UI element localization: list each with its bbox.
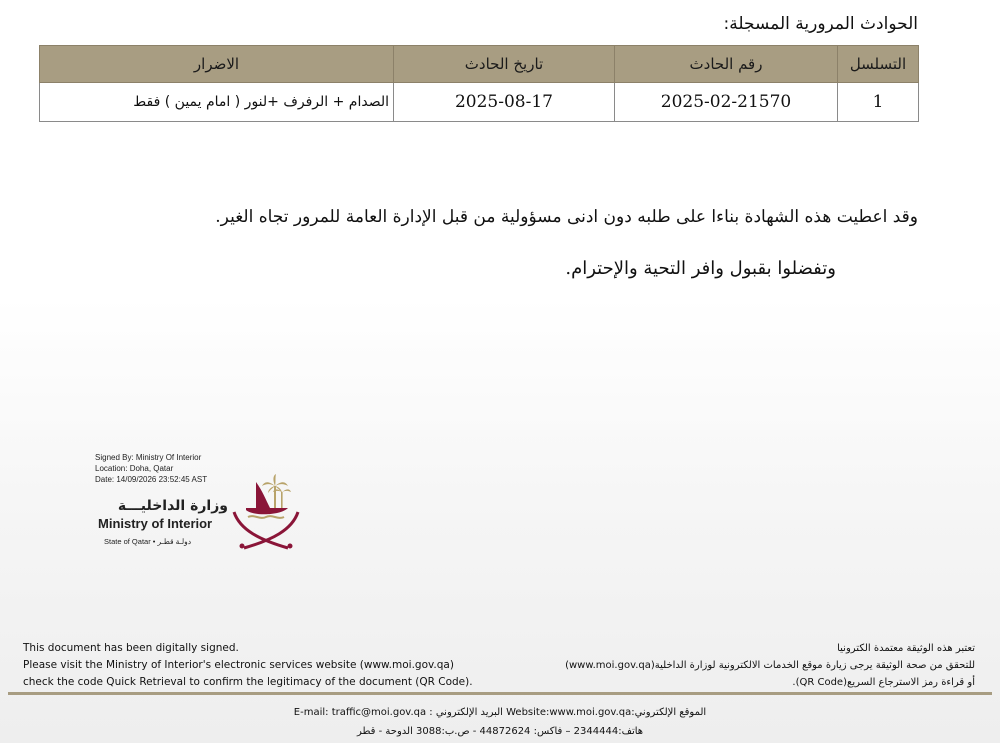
section-title: الحوادث المرورية المسجلة: <box>723 14 918 34</box>
header-accident-no: رقم الحادث <box>615 46 838 83</box>
footer-divider <box>8 692 992 695</box>
qatar-emblem-icon <box>230 472 302 552</box>
header-accident-date: تاريخ الحادث <box>394 46 615 83</box>
notice-ar-line-1: تعتبر هذه الوثيقة معتمدة الكترونيا <box>837 643 975 654</box>
cell-damages: الصدام + الرفرف +لنور ( امام يمين ) فقط <box>40 83 394 122</box>
certificate-statement: وقد اعطيت هذه الشهادة بناءا على طلبه دون ادنى مسؤولية من قبل الإدارة العامة للمرور تجاه الغير. <box>215 207 918 227</box>
footer-contact-phone: هاتف:2344444 – فاكس: 44872624 - ص.ب:3088 الدوحة - قطر <box>356 726 644 737</box>
table-header-row <box>40 46 919 83</box>
notice-ar-line-2: للتحقق من صحة الوثيقة يرجى زيارة موقع الخدمات الالكترونية لوزارة الداخلية(www.moi.gov.qa) <box>565 660 975 671</box>
accidents-table <box>39 45 919 122</box>
notice-en-line-3: check the code Quick Retrieval to confirm the legitimacy of the document (QR Code). <box>23 676 473 688</box>
notice-en-line-1: This document has been digitally signed. <box>23 642 239 654</box>
digital-signature-block <box>95 452 207 485</box>
logo-state-name: State of Qatar • دولـة قطـر <box>104 537 192 546</box>
cell-seq: 1 <box>838 83 919 122</box>
header-seq: التسلسل <box>838 46 919 83</box>
digital-notice-english <box>23 640 473 691</box>
cell-accident-date: 2025-08-17 <box>394 83 615 122</box>
signed-by: Signed By: Ministry Of Interior <box>95 453 202 462</box>
notice-en-line-2: Please visit the Ministry of Interior's electronic services website (www.moi.gov.qa) <box>23 659 454 671</box>
cell-accident-no: 2025-02-21570 <box>615 83 838 122</box>
digital-notice-arabic <box>565 640 975 691</box>
closing-greeting: وتفضلوا بقبول وافر التحية والإحترام. <box>565 258 836 279</box>
notice-ar-line-3: أو قراءة رمز الاسترجاع السريع(QR Code). <box>792 677 975 688</box>
table-row <box>40 83 919 122</box>
footer-contact-web: E-mail: traffic@moi.gov.qa : البريد الإلكتروني Website:www.moi.gov.qa:الموقع الإلكتروني <box>293 707 707 718</box>
signature-location: Location: Doha, Qatar <box>95 464 174 473</box>
header-damages: الاضرار <box>40 46 394 83</box>
logo-english-name: Ministry of Interior <box>98 516 213 531</box>
logo-arabic-name: وزارة الداخليـــة <box>117 498 228 514</box>
signature-date: Date: 14/09/2026 23:52:45 AST <box>95 475 208 484</box>
